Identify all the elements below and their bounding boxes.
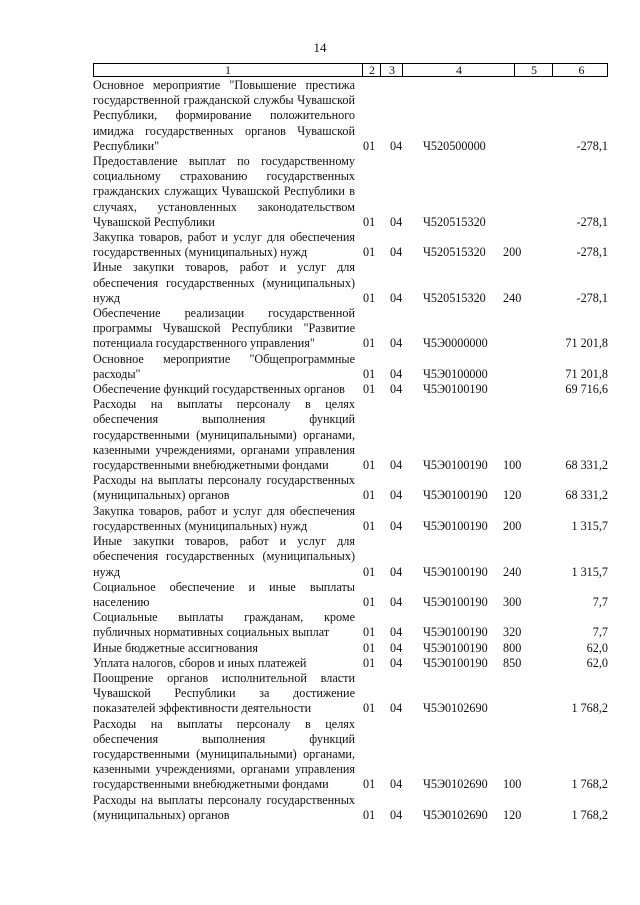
row-name: Поощрение органов исполнительной власти Чувашской Республики за достижение показателей эффективности деятельности (93, 670, 355, 716)
table-row (93, 504, 608, 534)
row-sum: 1 768,2 (571, 777, 608, 792)
row-subsection: 04 (390, 640, 403, 655)
row-target-code: Ч5Э0100190 (423, 655, 488, 670)
row-target-code: Ч5Э0102690 (423, 701, 488, 716)
row-subsection: 04 (390, 655, 403, 670)
page-number: 14 (313, 40, 327, 55)
row-name: Социальные выплаты гражданам, кроме публичных нормативных социальных выплат (93, 610, 355, 640)
row-section: 01 (363, 214, 376, 229)
row-section: 01 (363, 807, 376, 822)
row-name: Социальное обеспечение и иные выплаты населению (93, 579, 355, 609)
table-row (93, 717, 608, 793)
row-target-code: Ч520500000 (423, 138, 486, 153)
row-section: 01 (363, 458, 376, 473)
row-section: 01 (363, 594, 376, 609)
header-col-3: 3 (380, 64, 403, 76)
row-sum: 62,0 (586, 655, 608, 670)
table-row (93, 580, 608, 610)
row-sum: 1 315,7 (571, 564, 608, 579)
row-name: Расходы на выплаты персоналу государственных (муниципальных) органов (93, 473, 355, 503)
row-section: 01 (363, 701, 376, 716)
row-name: Расходы на выплаты персоналу государственных (муниципальных) органов (93, 792, 355, 822)
row-sum: -278,1 (576, 214, 608, 229)
row-target-code: Ч5Э0100190 (423, 382, 488, 397)
row-name: Основное мероприятие "Общепрограммные расходы" (93, 351, 355, 381)
row-sum: -278,1 (576, 245, 608, 260)
row-expense-type: 240 (503, 290, 522, 305)
table-row (93, 397, 608, 473)
row-sum: 1 315,7 (571, 518, 608, 533)
row-subsection: 04 (390, 138, 403, 153)
row-expense-type: 850 (503, 655, 522, 670)
row-expense-type: 200 (503, 245, 522, 260)
table-row (93, 260, 608, 306)
table-row (93, 793, 608, 823)
row-name: Предоставление выплат по государственному социальному страхованию государственных гражданских служащих Чувашской Республики в случаях, установленных законодательством Чувашской Республики (93, 154, 355, 229)
budget-table-body (93, 78, 608, 823)
row-subsection: 04 (390, 564, 403, 579)
table-row (93, 641, 608, 656)
row-target-code: Ч5Э0100190 (423, 594, 488, 609)
table-row (93, 154, 608, 230)
row-name: Иные закупки товаров, работ и услуг для обеспечения государственных (муниципальных) нужд (93, 534, 355, 579)
row-subsection: 04 (390, 488, 403, 503)
row-target-code: Ч5Э0102690 (423, 807, 488, 822)
row-expense-type: 320 (503, 625, 522, 640)
row-sum: 68 331,2 (565, 458, 608, 473)
row-section: 01 (363, 640, 376, 655)
row-expense-type: 120 (503, 488, 522, 503)
row-subsection: 04 (390, 701, 403, 716)
row-sum: 7,7 (592, 594, 608, 609)
row-subsection: 04 (390, 807, 403, 822)
row-subsection: 04 (390, 777, 403, 792)
table-row (93, 656, 608, 671)
row-expense-type: 300 (503, 594, 522, 609)
row-section: 01 (363, 518, 376, 533)
row-section: 01 (363, 777, 376, 792)
table-row (93, 534, 608, 580)
table-row (93, 671, 608, 717)
row-section: 01 (363, 655, 376, 670)
row-expense-type: 240 (503, 564, 522, 579)
row-name: Основное мероприятие "Повышение престижа государственной гражданской службы Чувашской Республики, формирование положительного имиджа государственных органов Чувашской Республики" (93, 78, 355, 153)
row-section: 01 (363, 625, 376, 640)
row-expense-type: 200 (503, 518, 522, 533)
row-section: 01 (363, 564, 376, 579)
row-target-code: Ч5Э0100190 (423, 518, 488, 533)
row-sum: -278,1 (576, 290, 608, 305)
row-name: Иные закупки товаров, работ и услуг для обеспечения государственных (муниципальных) нужд (93, 260, 355, 305)
row-subsection: 04 (390, 458, 403, 473)
row-subsection: 04 (390, 518, 403, 533)
row-sum: 62,0 (586, 640, 608, 655)
row-name: Обеспечение реализации государственной программы Чувашской Республики "Развитие потенциала государственного управления" (93, 306, 355, 351)
row-sum: -278,1 (576, 138, 608, 153)
header-col-4: 4 (402, 64, 515, 76)
row-section: 01 (363, 366, 376, 381)
row-sum: 71 201,8 (565, 366, 608, 381)
row-section: 01 (363, 138, 376, 153)
row-expense-type: 100 (503, 458, 522, 473)
header-col-1: 1 (225, 63, 231, 77)
row-subsection: 04 (390, 382, 403, 397)
row-expense-type: 800 (503, 640, 522, 655)
table-row (93, 352, 608, 382)
row-sum: 69 716,6 (565, 382, 608, 397)
header-col-6: 6 (552, 64, 610, 76)
row-subsection: 04 (390, 336, 403, 351)
row-target-code: Ч5Э0100190 (423, 640, 488, 655)
row-expense-type: 100 (503, 777, 522, 792)
row-subsection: 04 (390, 245, 403, 260)
row-subsection: 04 (390, 625, 403, 640)
row-target-code: Ч5Э0100190 (423, 564, 488, 579)
row-name: Обеспечение функций государственных органов (93, 382, 345, 397)
row-name: Расходы на выплаты персоналу в целях обеспечения выполнения функций государственными (муниципальными) органами, казенными учреждениями, органами управления государственными внебюджетными фондами (93, 397, 355, 473)
row-section: 01 (363, 336, 376, 351)
row-target-code: Ч520515320 (423, 290, 486, 305)
row-sum: 7,7 (592, 625, 608, 640)
row-sum: 1 768,2 (571, 701, 608, 716)
row-name: Закупка товаров, работ и услуг для обеспечения государственных (муниципальных) нужд (93, 503, 355, 533)
row-target-code: Ч5Э0000000 (423, 336, 488, 351)
row-sum: 71 201,8 (565, 336, 608, 351)
table-row (93, 382, 608, 397)
row-target-code: Ч5Э0100190 (423, 488, 488, 503)
row-sum: 1 768,2 (571, 807, 608, 822)
row-subsection: 04 (390, 214, 403, 229)
row-subsection: 04 (390, 366, 403, 381)
row-expense-type: 120 (503, 807, 522, 822)
row-subsection: 04 (390, 290, 403, 305)
row-target-code: Ч5Э0100000 (423, 366, 488, 381)
row-target-code: Ч5Э0100190 (423, 625, 488, 640)
table-row (93, 306, 608, 352)
table-row (93, 610, 608, 640)
row-section: 01 (363, 245, 376, 260)
row-section: 01 (363, 488, 376, 503)
row-sum: 68 331,2 (565, 488, 608, 503)
table-header (93, 63, 608, 77)
table-row (93, 473, 608, 503)
row-target-code: Ч5Э0100190 (423, 458, 488, 473)
header-col-2: 2 (362, 64, 381, 76)
row-target-code: Ч5Э0102690 (423, 777, 488, 792)
row-target-code: Ч520515320 (423, 214, 486, 229)
row-section: 01 (363, 382, 376, 397)
row-name: Уплата налогов, сборов и иных платежей (93, 655, 307, 670)
header-col-5: 5 (514, 64, 553, 76)
row-section: 01 (363, 290, 376, 305)
table-row (93, 78, 608, 154)
row-target-code: Ч520515320 (423, 245, 486, 260)
table-row (93, 230, 608, 260)
row-name: Закупка товаров, работ и услуг для обеспечения государственных (муниципальных) нужд (93, 230, 355, 260)
row-name: Расходы на выплаты персоналу в целях обеспечения выполнения функций государственными (муниципальными) органами, казенными учреждениями, органами управления государственными внебюджетными фондами (93, 716, 355, 792)
row-subsection: 04 (390, 594, 403, 609)
row-name: Иные бюджетные ассигнования (93, 640, 259, 655)
